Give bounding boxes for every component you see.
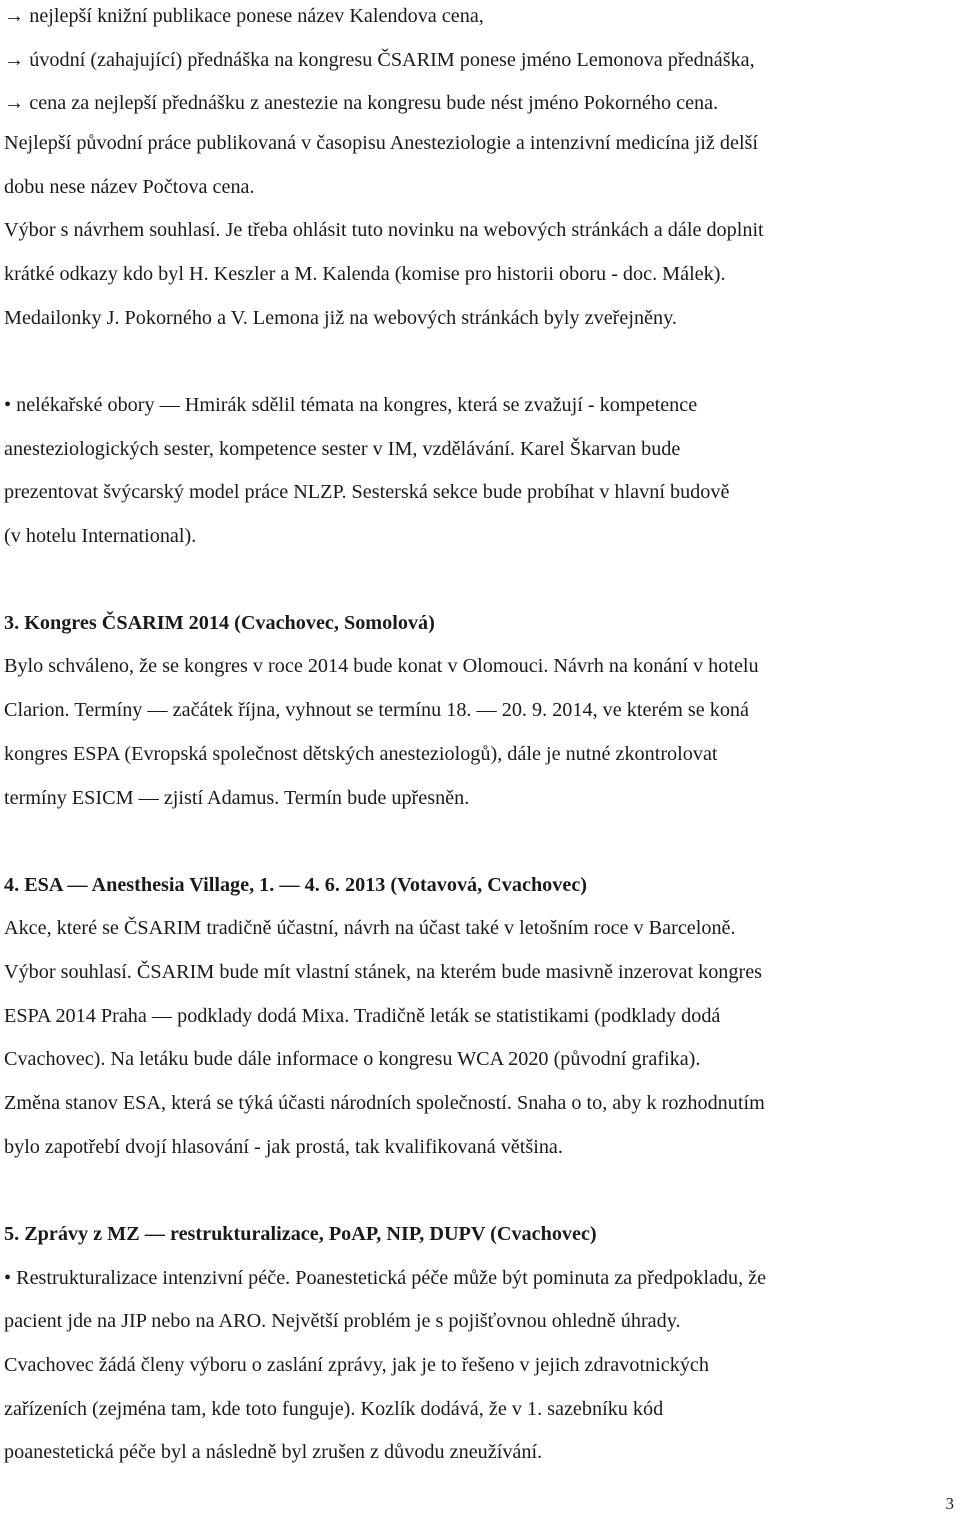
text-line: Clarion. Termíny — začátek října, vyhnout se termínu 18. — 20. 9. 2014, ve kterém se koná [4,699,749,721]
text-line: Nejlepší původní práce publikovaná v časopisu Anesteziologie a intenzivní medicína již delší [4,132,759,154]
text-line: Výbor souhlasí. ČSARIM bude mít vlastní stánek, na kterém bude masivně inzerovat kongres [4,961,763,983]
text-line: • nelékařské obory — Hmirák sdělil témata na kongres, která se zvažují - kompetence [4,394,698,416]
text-line: Medailonky J. Pokorného a V. Lemona již na webových stránkách byly zveřejněny. [4,307,677,329]
text-line: → úvodní (zahajující) přednáška na kongresu ČSARIM ponese jméno Lemonova přednáška, [4,49,755,71]
section-heading: 5. Zprávy z MZ — restrukturalizace, PoAP, NIP, DUPV (Cvachovec) [4,1223,597,1245]
text-line: → cena za nejlepší přednášku z anestezie na kongresu bude nést jméno Pokorného cena. [4,92,719,114]
section-heading: 4. ESA — Anesthesia Village, 1. — 4. 6. 2013 (Votavová, Cvachovec) [4,874,588,896]
text-line: pacient jde na JIP nebo na ARO. Největší problém je s pojišťovnou ohledně úhrady. [4,1310,681,1332]
text-line: Výbor s návrhem souhlasí. Je třeba ohlásit tuto novinku na webových stránkách a dále doplnit [4,219,764,241]
text-line: zařízeních (zejména tam, kde toto funguje). Kozlík dodává, že v 1. sazebníku kód [4,1398,664,1420]
text-line: prezentovat švýcarský model práce NLZP. Sesterská sekce bude probíhat v hlavní budově [4,481,730,503]
text-line: kongres ESPA (Evropská společnost dětských anesteziologů), dále je nutné zkontrolovat [4,743,718,765]
text-line: anesteziologických sester, kompetence sester v IM, vzdělávání. Karel Škarvan bude [4,438,681,460]
text-line: krátké odkazy kdo byl H. Keszler a M. Kalenda (komise pro historii oboru - doc. Málek). [4,263,726,285]
text-line: • Restrukturalizace intenzivní péče. Poanestetická péče může být pominuta za předpokladu, že [4,1267,767,1289]
text-line: Bylo schváleno, že se kongres v roce 2014 bude konat v Olomouci. Návrh na konání v hotelu [4,655,759,677]
section-heading: 3. Kongres ČSARIM 2014 (Cvachovec, Somolová) [4,612,435,634]
text-line: Cvachovec žádá členy výboru o zaslání zprávy, jak je to řešeno v jejich zdravotnických [4,1354,709,1376]
text-line: dobu nese název Počtova cena. [4,176,255,198]
text-line: → nejlepší knižní publikace ponese název Kalendova cena, [4,5,484,27]
text-line: Cvachovec). Na letáku bude dále informace o kongresu WCA 2020 (původní grafika). [4,1048,701,1070]
text-line: bylo zapotřebí dvojí hlasování - jak prostá, tak kvalifikovaná většina. [4,1136,563,1158]
text-line: ESPA 2014 Praha — podklady dodá Mixa. Tradičně leták se statistikami (podklady dodá [4,1005,721,1027]
text-line: Změna stanov ESA, která se týká účasti národních společností. Snaha o to, aby k rozhodnutím [4,1092,765,1114]
text-line: termíny ESICM — zjistí Adamus. Termín bude upřesněn. [4,787,470,809]
text-line: Akce, které se ČSARIM tradičně účastní, návrh na účast také v letošním roce v Barceloně. [4,917,736,939]
text-line: poanestetická péče byl a následně byl zrušen z důvodu zneužívání. [4,1441,543,1463]
page-number: 3 [945,1494,954,1513]
text-line: (v hotelu International). [4,525,197,547]
